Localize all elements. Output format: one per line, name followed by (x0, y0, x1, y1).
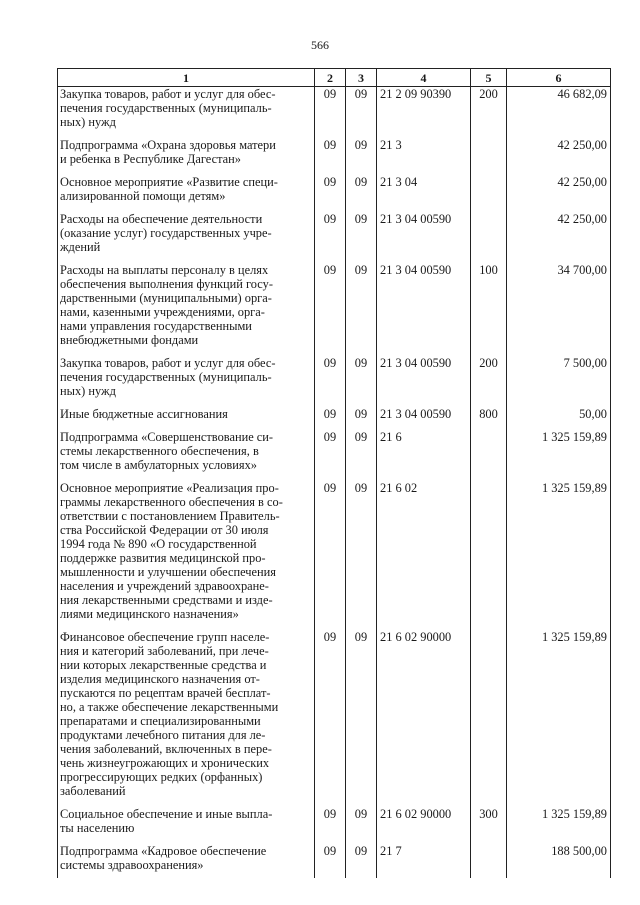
subsection-cell: 09 (346, 844, 377, 878)
target-article-cell: 21 2 09 90390 (377, 87, 471, 139)
amount-cell: 50,00 (507, 407, 611, 430)
table-row (58, 430, 611, 481)
expense-name-cell: Подпрограмма «Совершенствование си- стемы лекарственного обеспечения, в том числе в амбулаторных условиях» (58, 430, 315, 481)
section-cell: 09 (315, 407, 346, 430)
section-cell: 09 (315, 356, 346, 407)
header-col-2: 2 (315, 69, 346, 87)
section-cell: 09 (315, 138, 346, 175)
subsection-cell: 09 (346, 138, 377, 175)
expense-name-cell: Финансовое обеспечение групп населе- ния и категорий заболеваний, при лече- нии которых лекарственные средства и изделия медицинского назначения от- пускаются по рецептам врачей бесплат- но, а также обеспечение лекарственными препаратами и специализированными продуктами лечебного питания для ле- чения заболеваний, включенных в пере- чень жизнеугрожающих и хронических прогрессирующих редких (орфанных) заболеваний (58, 630, 315, 807)
expense-name-cell: Подпрограмма «Охрана здоровья матери и ребенка в Республике Дагестан» (58, 138, 315, 175)
target-article-cell: 21 3 04 00590 (377, 263, 471, 356)
amount-cell: 1 325 159,89 (507, 481, 611, 630)
expense-type-cell (471, 175, 507, 212)
expense-name-cell: Социальное обеспечение и иные выпла- ты населению (58, 807, 315, 844)
amount-cell: 188 500,00 (507, 844, 611, 878)
expense-name-cell: Подпрограмма «Кадровое обеспечение системы здравоохранения» (58, 844, 315, 878)
target-article-cell: 21 3 04 00590 (377, 212, 471, 263)
header-col-3: 3 (346, 69, 377, 87)
section-cell: 09 (315, 87, 346, 139)
section-cell: 09 (315, 630, 346, 807)
expense-type-cell: 100 (471, 263, 507, 356)
section-cell: 09 (315, 212, 346, 263)
table-row (58, 481, 611, 630)
expense-type-cell (471, 212, 507, 263)
amount-cell: 1 325 159,89 (507, 430, 611, 481)
expense-name-cell: Расходы на выплаты персоналу в целях обеспечения выполнения функций госу- дарственными (муниципальными) орга- нами, казенными учреждениями, орга- нами управления государственными внебюджетными фондами (58, 263, 315, 356)
header-col-4: 4 (377, 69, 471, 87)
header-row (58, 69, 611, 87)
table-row (58, 212, 611, 263)
expense-name-cell: Закупка товаров, работ и услуг для обес- печения государственных (муниципаль- ных) нужд (58, 87, 315, 139)
subsection-cell: 09 (346, 430, 377, 481)
section-cell: 09 (315, 807, 346, 844)
target-article-cell: 21 6 02 90000 (377, 630, 471, 807)
amount-cell: 42 250,00 (507, 138, 611, 175)
expense-type-cell (471, 430, 507, 481)
section-cell: 09 (315, 263, 346, 356)
table-row (58, 630, 611, 807)
section-cell: 09 (315, 481, 346, 630)
table-row (58, 807, 611, 844)
table-row (58, 175, 611, 212)
target-article-cell: 21 6 (377, 430, 471, 481)
table-row (58, 844, 611, 878)
expense-name-cell: Расходы на обеспечение деятельности (оказание услуг) государственных учре- ждений (58, 212, 315, 263)
subsection-cell: 09 (346, 212, 377, 263)
expense-type-cell (471, 138, 507, 175)
subsection-cell: 09 (346, 87, 377, 139)
subsection-cell: 09 (346, 356, 377, 407)
section-cell: 09 (315, 844, 346, 878)
amount-cell: 42 250,00 (507, 212, 611, 263)
page-number: 566 (311, 38, 329, 52)
header-col-1: 1 (58, 69, 315, 87)
table-row (58, 263, 611, 356)
table-row (58, 407, 611, 430)
amount-cell: 34 700,00 (507, 263, 611, 356)
expense-name-cell: Иные бюджетные ассигнования (58, 407, 315, 430)
amount-cell: 42 250,00 (507, 175, 611, 212)
expense-type-cell: 800 (471, 407, 507, 430)
expense-name-cell: Закупка товаров, работ и услуг для обес- печения государственных (муниципаль- ных) нужд (58, 356, 315, 407)
table-row (58, 87, 611, 139)
expense-type-cell: 200 (471, 356, 507, 407)
target-article-cell: 21 3 04 00590 (377, 356, 471, 407)
expense-type-cell (471, 630, 507, 807)
budget-table (57, 68, 611, 878)
subsection-cell: 09 (346, 807, 377, 844)
target-article-cell: 21 3 (377, 138, 471, 175)
subsection-cell: 09 (346, 407, 377, 430)
section-cell: 09 (315, 430, 346, 481)
section-cell: 09 (315, 175, 346, 212)
target-article-cell: 21 3 04 (377, 175, 471, 212)
subsection-cell: 09 (346, 175, 377, 212)
header-col-5: 5 (471, 69, 507, 87)
amount-cell: 1 325 159,89 (507, 630, 611, 807)
target-article-cell: 21 7 (377, 844, 471, 878)
expense-name-cell: Основное мероприятие «Реализация про- граммы лекарственного обеспечения в со- ответствии с постановлением Правитель- ства Российской Федерации от 30 июля 1994 года № 890 «О государственной поддержке развития медицинской про- мышленности и улучшении обеспечения населения и учреждений здравоохране- ния лекарственными средствами и изде- лиями медицинского назначения» (58, 481, 315, 630)
subsection-cell: 09 (346, 263, 377, 356)
amount-cell: 1 325 159,89 (507, 807, 611, 844)
subsection-cell: 09 (346, 630, 377, 807)
amount-cell: 46 682,09 (507, 87, 611, 139)
header-col-6: 6 (507, 69, 611, 87)
expense-type-cell (471, 481, 507, 630)
table-header (58, 69, 611, 87)
subsection-cell: 09 (346, 481, 377, 630)
target-article-cell: 21 6 02 (377, 481, 471, 630)
expense-type-cell: 200 (471, 87, 507, 139)
expense-type-cell (471, 844, 507, 878)
table-row (58, 138, 611, 175)
amount-cell: 7 500,00 (507, 356, 611, 407)
expense-name-cell: Основное мероприятие «Развитие специ- ализированной помощи детям» (58, 175, 315, 212)
table-row (58, 356, 611, 407)
target-article-cell: 21 6 02 90000 (377, 807, 471, 844)
target-article-cell: 21 3 04 00590 (377, 407, 471, 430)
table-body (58, 87, 611, 879)
expense-type-cell: 300 (471, 807, 507, 844)
